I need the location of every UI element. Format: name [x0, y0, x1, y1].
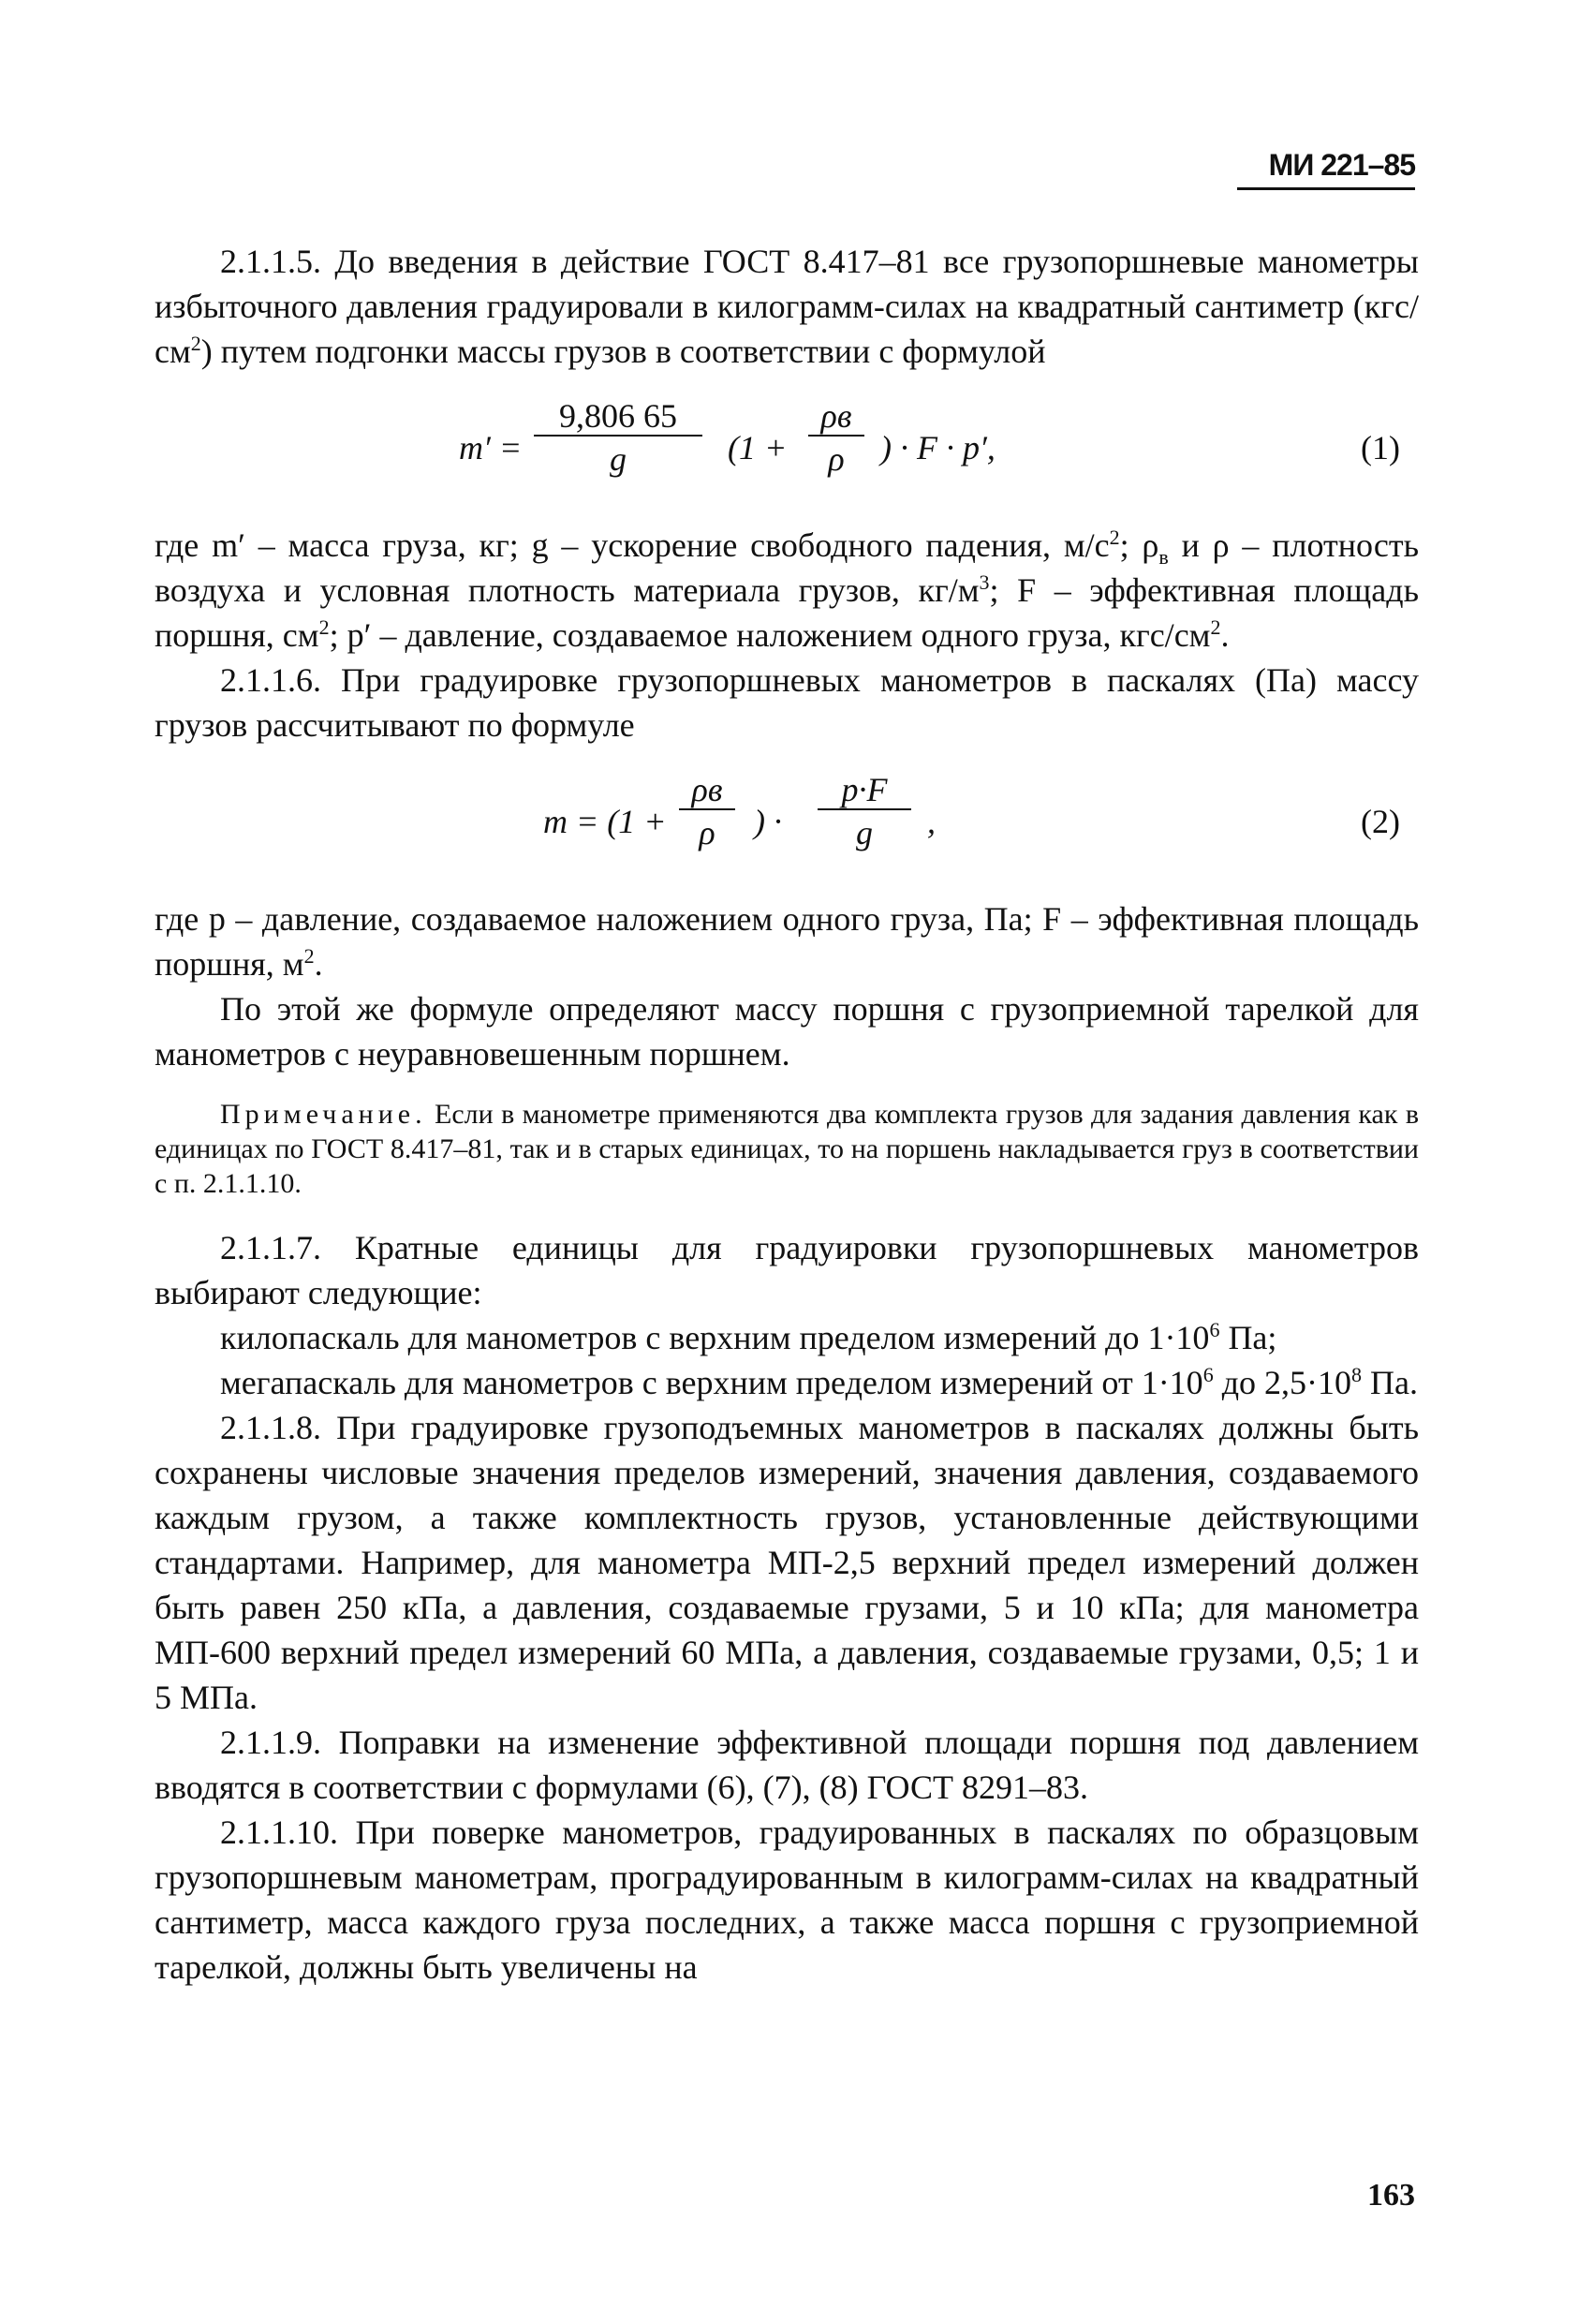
- note: [155, 1097, 1419, 1201]
- formula-1-fraction-density: ρв ρ: [808, 397, 864, 481]
- formula-1-close: ) · F · p′,: [880, 429, 996, 466]
- document-body: [155, 239, 1419, 1990]
- paragraph-same-formula: По этой же формуле определяют массу поршня с грузоприемной тарелкой для манометров с неуравновешенным поршнем.: [155, 990, 1419, 1073]
- paragraph-2-1-1-5: 2.1.1.5. До введения в действие ГОСТ 8.417–81 все грузопоршневые манометры избыточного давления градуировали в килограмм-силах на квадратный сантиметр $(кгс/см^2)$ путем подгонки массы грузов в соответствии с формулой: [155, 243, 1419, 370]
- formula-1-open: (1 +: [728, 429, 788, 466]
- formula-1-number: (1): [1361, 429, 1400, 466]
- formula-2-lhs: m = (1 +: [543, 803, 667, 840]
- paragraph-2-1-1-7: 2.1.1.7. Кратные единицы для градуировки грузопоршневых манометров выбирают следующие:: [155, 1229, 1419, 1311]
- document-code-header: МИ 221–85: [1268, 148, 1415, 182]
- formula-1: [155, 383, 1419, 510]
- header-rule: [1237, 187, 1415, 190]
- paragraph-megapascal: мегапаскаль для манометров с верхним пределом измерений от $1\cdot 10^6$ до $2,5\cdot 10^8$ Па.: [220, 1363, 1418, 1401]
- note-label: Примечание.: [220, 1099, 427, 1130]
- formula-2-mid: ) ·: [754, 803, 782, 840]
- paragraph-kilopascal: килопаскаль для манометров с верхним пределом измерений до $1\cdot 10^6$ Па;: [220, 1318, 1277, 1356]
- formula-2-number: (2): [1361, 803, 1400, 840]
- paragraph-where-2: где p – давление, создаваемое наложением одного груза, Па; F – эффективная площадь поршня, $м^2$.: [155, 900, 1419, 983]
- paragraph-2-1-1-8: 2.1.1.8. При градуировке грузоподъемных манометров в паскалях должны быть сохранены числовые значения пределов измерений, значения давления, создаваемого каждым грузом, а также комплектность грузов, установленные действующими стандартами. Например, для манометра МП-2,5 верхний предел измерений должен быть равен 250 кПа, а давления, создаваемые грузами, 5 и 10 кПа; для манометра МП-600 верхний предел измерений 60 МПа, а давления, создаваемые грузами, 0,5; 1 и 5 МПа.: [155, 1409, 1419, 1716]
- formula-2-tail: ,: [927, 803, 936, 840]
- formula-2-fraction-density: ρв ρ: [679, 771, 735, 855]
- paragraph-2-1-1-9: 2.1.1.9. Поправки на изменение эффективной площади поршня под давлением вводятся в соответствии с формулами (6), (7), (8) ГОСТ 8291–83.: [155, 1724, 1419, 1806]
- paragraph-where-1: где m′ – масса груза, кг; g – ускорение свободного падения, $м/с^2$; $\rho_в$ и ρ – плотность воздуха и условная плотность материала грузов, $кг/м^3$; F – эффективная площадь поршня, $см^2$; p′ – давление, создаваемое наложением одного груза, кгс/$см^2$.: [155, 525, 1420, 654]
- formula-2: [155, 757, 1419, 883]
- formula-1-lhs: m′ =: [459, 429, 523, 466]
- paragraph-2-1-1-6: 2.1.1.6. При градуировке грузопоршневых манометров в паскалях (Па) массу грузов рассчитывают по формуле: [155, 661, 1419, 744]
- page-number: 163: [1367, 2178, 1415, 2213]
- paragraph-2-1-1-10: 2.1.1.10. При поверке манометров, градуированных в паскалях по образцовым грузопоршневым манометрам, проградуированным в килограмм-силах на квадратный сантиметр, масса каждого груза последних, а также масса поршня с грузоприемной тарелкой, должны быть увеличены на: [155, 1813, 1419, 1986]
- note-text: Если в манометре применяются два комплекта грузов для задания давления как в единицах по ГОСТ 8.417–81, так и в старых единицах, то на поршень накладывается груз в соответствии с п. 2.1.1.10.: [155, 1099, 1420, 1199]
- formula-2-fraction-pressure: $\frac{p\cdot F}{g}$: [818, 771, 911, 855]
- formula-1-fraction-constant: $\frac{9,806 65}{g}$: [534, 397, 702, 481]
